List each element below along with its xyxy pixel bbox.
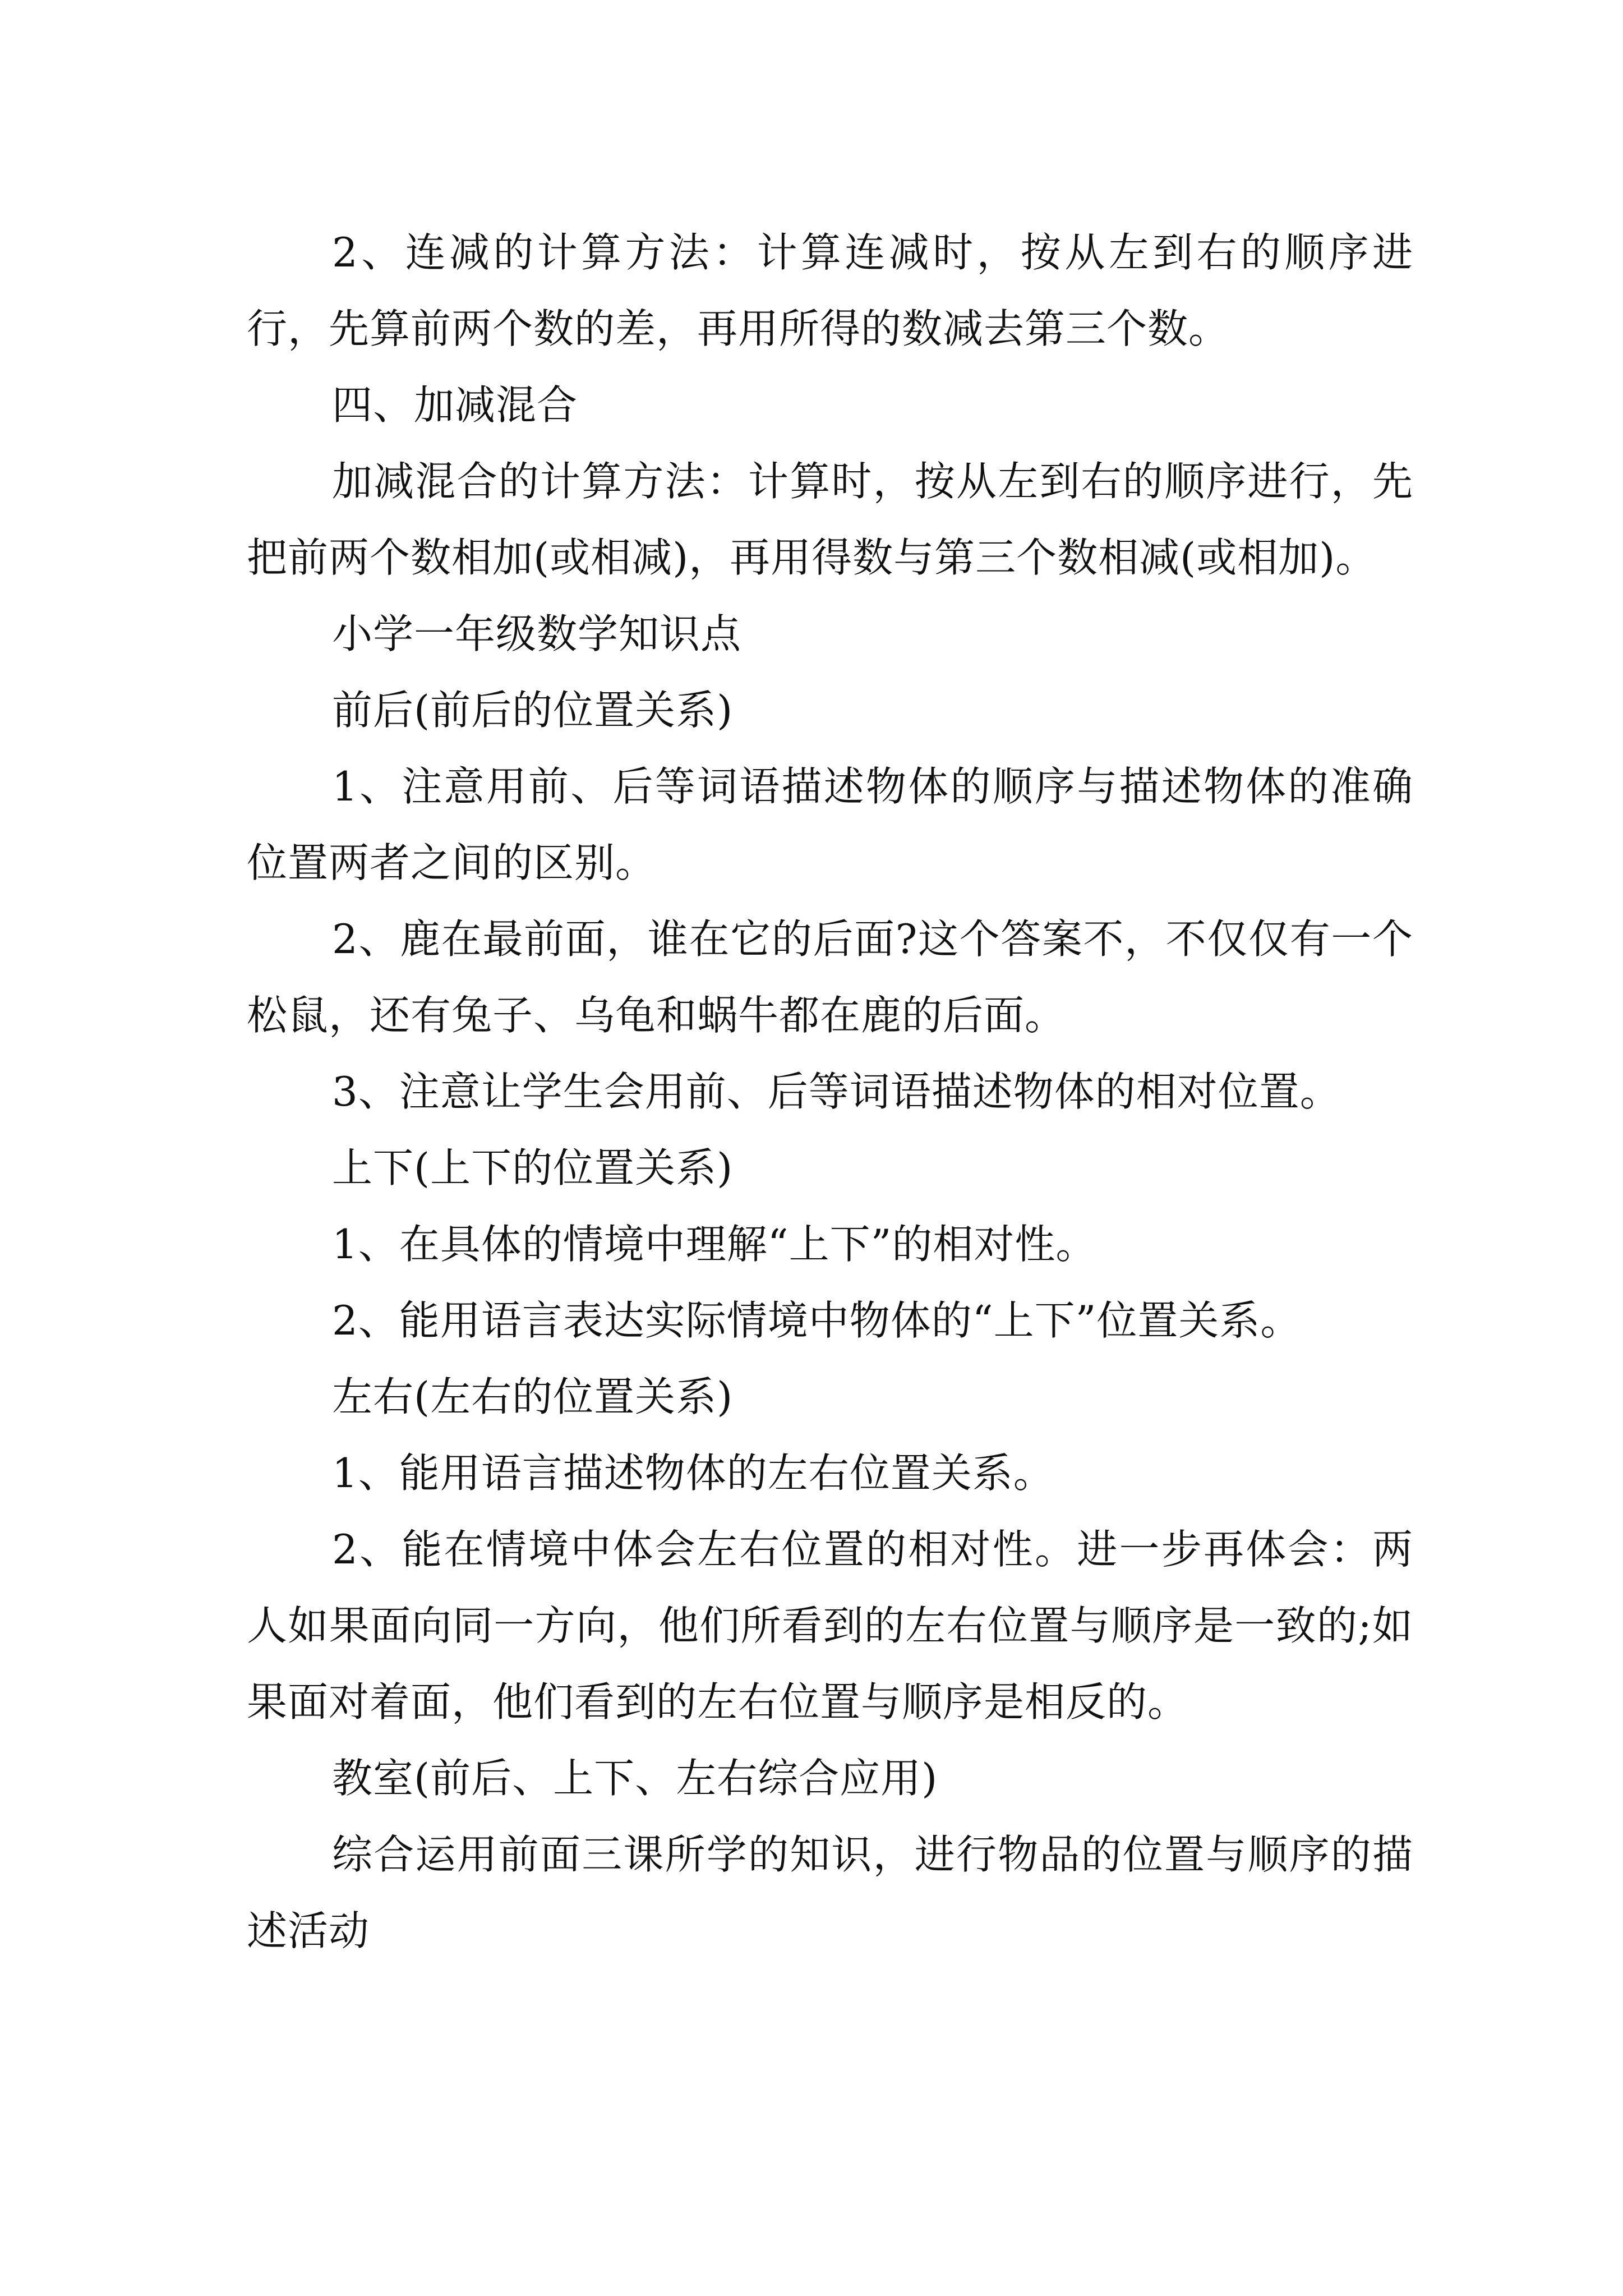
paragraph-front-back-1: 1、注意用前、后等词语描述物体的顺序与描述物体的准确位置两者之间的区别。: [247, 763, 1413, 886]
heading-up-down: 上下(上下的位置关系): [332, 1144, 734, 1191]
paragraph-up-down-1: 1、在具体的情境中理解“上下”的相对性。: [332, 1221, 1097, 1268]
paragraph-front-back-2: 2、鹿在最前面，谁在它的后面?这个答案不，不仅仅有一个松鼠，还有兔子、乌龟和蜗牛都在鹿的后面。: [247, 915, 1413, 1039]
document-body: [247, 214, 1413, 1969]
heading-left-right: 左右(左右的位置关系): [332, 1373, 734, 1420]
heading-mixed-operations: 四、加减混合: [332, 381, 578, 429]
paragraph-classroom: 综合运用前面三课所学的知识，进行物品的位置与顺序的描述活动: [247, 1831, 1413, 1954]
heading-grade-one-math: 小学一年级数学知识点: [332, 610, 742, 657]
paragraph-up-down-2: 2、能用语言表达实际情境中物体的“上下”位置关系。: [332, 1297, 1302, 1344]
heading-front-back: 前后(前后的位置关系): [332, 687, 734, 734]
paragraph-front-back-3: 3、注意让学生会用前、后等词语描述物体的相对位置。: [332, 1068, 1341, 1115]
heading-classroom: 教室(前后、上下、左右综合应用): [332, 1755, 938, 1802]
paragraph-mixed-method: 加减混合的计算方法：计算时，按从左到右的顺序进行，先把前两个数相加(或相减)，再用得数与第三个数相减(或相加)。: [247, 458, 1413, 581]
paragraph-left-right-2: 2、能在情境中体会左右位置的相对性。进一步再体会：两人如果面向同一方向，他们所看到的左右位置与顺序是一致的;如果面对着面，他们看到的左右位置与顺序是相反的。: [247, 1526, 1413, 1726]
paragraph-subtraction-method: 2、连减的计算方法：计算连减时，按从左到右的顺序进行，先算前两个数的差，再用所得的数减去第三个数。: [247, 229, 1413, 352]
paragraph-left-right-1: 1、能用语言描述物体的左右位置关系。: [332, 1450, 1054, 1497]
